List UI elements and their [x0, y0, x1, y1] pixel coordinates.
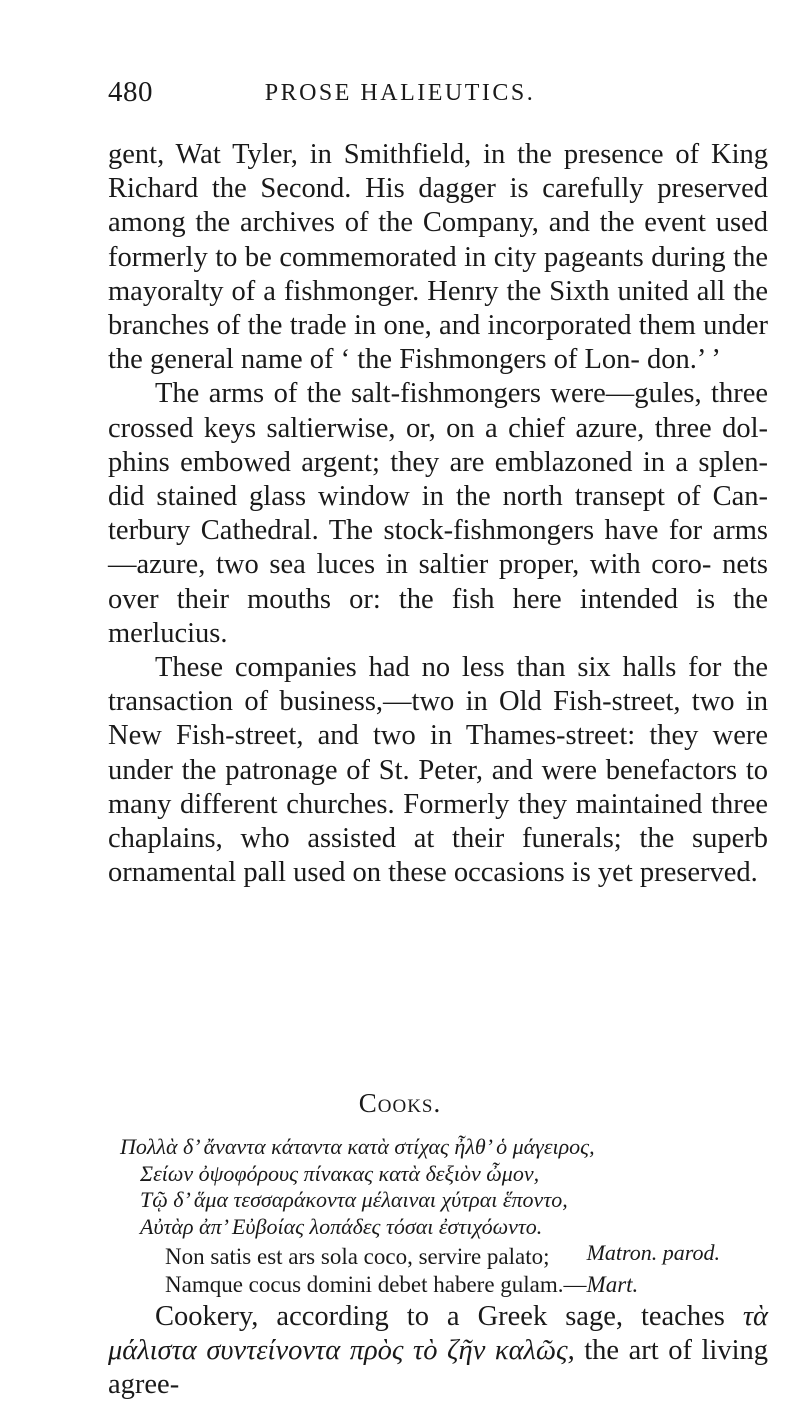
greek-attribution: Matron. parod. [586, 1240, 720, 1265]
text-line: under the general name of ‘ the Fishmongers of Lon- [108, 310, 768, 376]
text-line: formerly to be commemorated in city pageants during the [108, 241, 768, 273]
greek-line: Τῷ δ’ ἅμα τεσσαράκοντα μέλαιναι χύτραι ἕποντο, [140, 1187, 568, 1212]
text-line: crossed keys saltierwise, or, on a chief azure, three dol- [108, 412, 768, 444]
body-text [108, 138, 768, 890]
paragraph-cookery [108, 1300, 768, 1402]
text-line: transaction of business,—two in Old Fish-street, two in [108, 686, 768, 718]
text-line: to many different churches. Formerly they maintained [108, 754, 768, 820]
text-run: Cookery, according to a Greek sage, teaches [155, 1301, 743, 1332]
greek-line: Σείων ὀψοφόρους πίνακας κατὰ δεξιὸν ὦμον, [140, 1160, 540, 1186]
paragraph-halls [108, 651, 768, 890]
greek-line: Πολλὰ δ’ ἄναντα κάταντα κατὰ στίχας ἦλθ’ ὁ μάγειρος, [120, 1134, 595, 1159]
section-title: Cooks. [358, 1088, 442, 1118]
greek-line: Αὐτὰρ ἀπ’ Εὐβοίας λοπάδες τόσαι ἐστιχόωντο. [140, 1213, 543, 1239]
text-line: the branches of the trade in one, and incorporated them [108, 275, 769, 342]
latin-line: Non satis est ars sola coco, servire palato; [165, 1244, 550, 1269]
text-line: under the patronage of St. Peter, and were benefactors [108, 754, 738, 786]
text-line: The arms of the salt-fishmongers were—gules, three [155, 378, 768, 410]
page-number: 480 [108, 76, 153, 108]
paragraph-arms [108, 377, 768, 651]
latin-attribution: Mart. [586, 1272, 639, 1297]
running-head: PROSE HALIEUTICS. [264, 80, 536, 106]
text-line: don.’ ’ [646, 344, 721, 376]
text-line: arms—azure, two sea luces in saltier proper, with coro- [108, 515, 768, 581]
text-line: mayoralty of a fishmonger. Henry the Sixth united all [108, 275, 726, 307]
text-line: terbury Cathedral. The stock-fishmongers have for [108, 515, 703, 547]
latin-line [145, 1271, 785, 1299]
greek-inline: τὰ μάλιστα [108, 1301, 768, 1366]
text-line: three chaplains, who assisted at their funerals; the [108, 788, 769, 855]
text-line: These companies had no less than six halls for the [155, 652, 768, 684]
final-paragraph [108, 1300, 768, 1402]
text-line: Richard the Second. His dagger is carefully preserved [108, 173, 768, 205]
latin-quote [145, 1243, 785, 1299]
text-line: did stained glass window in the north transept of Can- [108, 481, 768, 513]
text-line: nets over their mouths or: the fish here intended is the [108, 549, 769, 615]
text-line: superb ornamental pall used on these occasions is yet [108, 823, 768, 889]
page-header [108, 76, 692, 116]
latin-line-text: Namque cocus domini debet habere gulam.— [165, 1272, 587, 1297]
greek-inline: συντείνοντα πρὸς τὸ ζῆν καλῶς, [206, 1335, 575, 1366]
text-line: preserved. [639, 857, 758, 889]
text-line: among the archives of the Company, and the event used [108, 207, 768, 239]
text-line: gent, Wat Tyler, in Smithfield, in the presence of King [108, 139, 768, 170]
text-line: New Fish-street, and two in Thames-street: they were [108, 720, 768, 752]
text-run: the art of living agree- [108, 1335, 769, 1400]
paragraph-wat-tyler [108, 138, 768, 377]
text-line: merlucius. [108, 617, 228, 649]
text-line: phins embowed argent; they are emblazoned in a splen- [108, 446, 768, 478]
